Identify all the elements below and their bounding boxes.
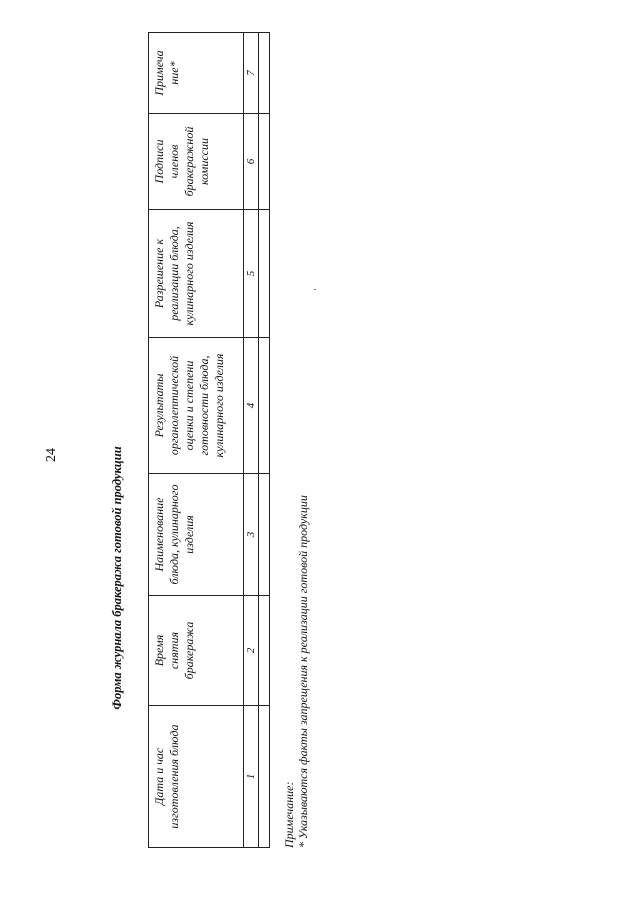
column-number: 2 <box>244 596 259 706</box>
footnote <box>282 248 310 848</box>
footnote-text: * Указываются факты запрещения к реализации готовой продукции <box>296 495 310 848</box>
blank-cell <box>259 114 270 210</box>
header-line: изготовления блюда <box>167 724 181 829</box>
journal-form <box>110 28 330 878</box>
blank-cell <box>259 33 270 114</box>
header-line: изделия <box>182 515 196 554</box>
header-line: органолептической <box>167 355 181 456</box>
header-line: готовности блюда, <box>197 355 211 456</box>
header-line: кулинарного изделия <box>182 221 196 326</box>
header-evaluation-results <box>149 338 244 474</box>
header-date-time <box>149 706 244 848</box>
page-number: 24 <box>44 448 59 462</box>
header-line: Подписи <box>152 139 166 184</box>
column-number: 3 <box>244 474 259 596</box>
header-line: Примеча <box>152 50 166 96</box>
blank-entry-row <box>259 33 270 848</box>
table-header-row <box>149 33 244 848</box>
rejection-journal-table <box>148 32 270 848</box>
blank-cell <box>259 596 270 706</box>
header-line: Дата и час <box>152 747 166 806</box>
header-commission-signatures <box>149 114 244 210</box>
blank-cell <box>259 210 270 338</box>
column-number: 7 <box>244 33 259 114</box>
column-number: 4 <box>244 338 259 474</box>
header-line: комиссии <box>197 138 211 186</box>
blank-cell <box>259 706 270 848</box>
footnote-label: Примечание: <box>282 781 296 848</box>
header-line: бракеражной <box>182 126 196 197</box>
blank-cell <box>259 338 270 474</box>
header-line: членов <box>167 144 181 179</box>
header-line: оценки и степени <box>182 360 196 451</box>
header-line: Наименование <box>152 497 166 572</box>
header-note <box>149 33 244 114</box>
header-line: кулинарного изделия <box>212 353 226 458</box>
header-line: блюда, кулинарного <box>167 484 181 585</box>
header-line: Разрешение к <box>152 238 166 309</box>
column-number: 5 <box>244 210 259 338</box>
header-removal-time <box>149 596 244 706</box>
header-line: Время <box>152 634 166 667</box>
header-line: снятия <box>167 631 181 670</box>
document-title: Форма журнала бракеража готовой продукции <box>110 446 124 710</box>
blank-cell <box>259 474 270 596</box>
header-line: реализации блюда, <box>167 226 181 321</box>
header-line: Результаты <box>152 373 166 438</box>
column-number: 1 <box>244 706 259 848</box>
column-number-row <box>244 33 259 848</box>
header-line: бракеража <box>182 621 196 680</box>
scan-speck <box>314 289 316 290</box>
header-sale-permission <box>149 210 244 338</box>
header-dish-name <box>149 474 244 596</box>
column-number: 6 <box>244 114 259 210</box>
header-line: ние* <box>167 61 181 85</box>
